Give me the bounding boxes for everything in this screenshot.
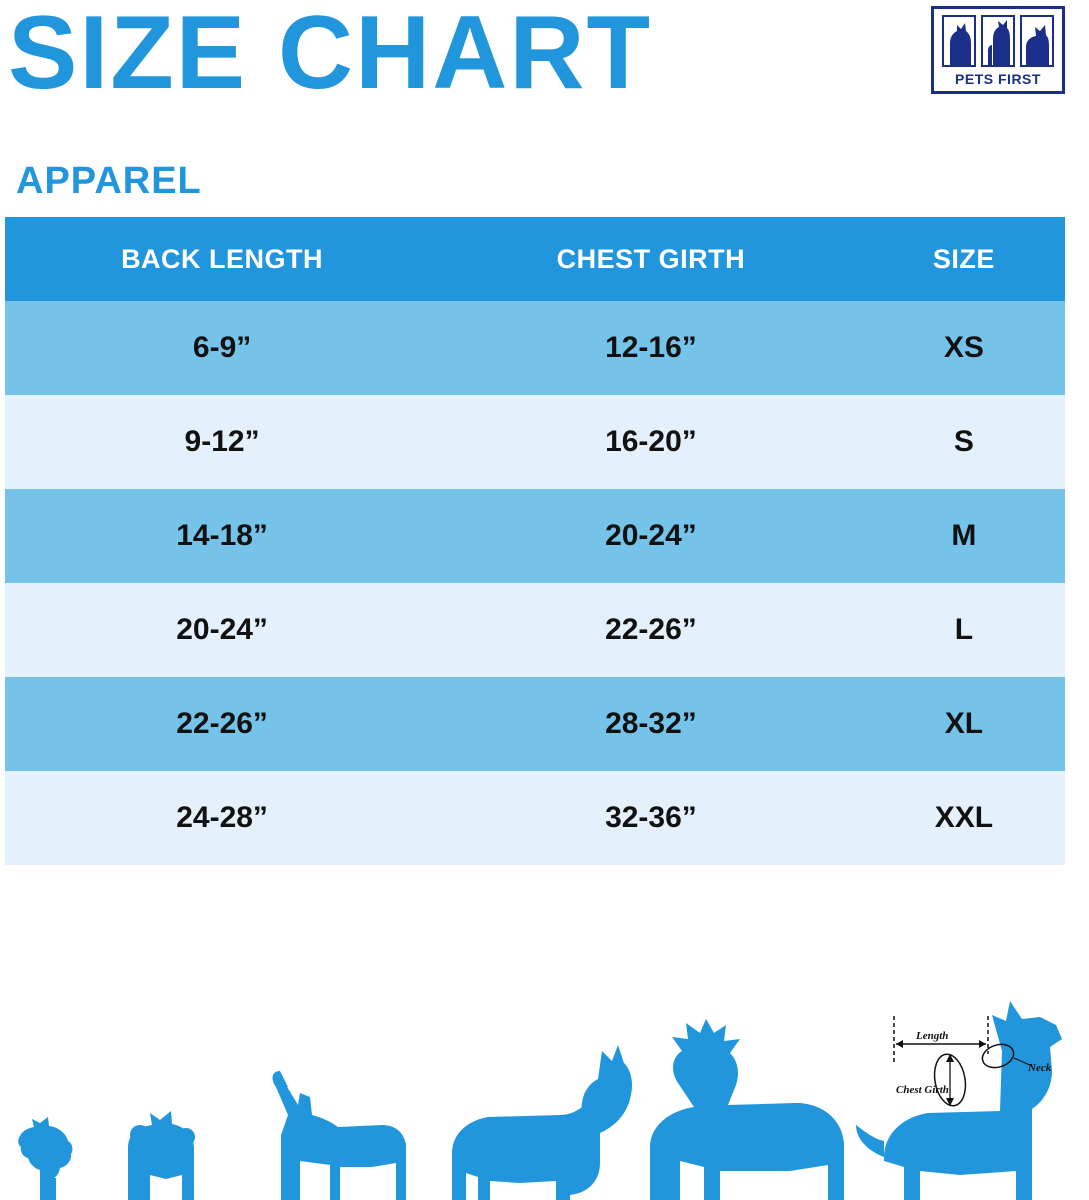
table-row [5,395,1065,489]
column-header-chest-girth: CHEST GIRTH [439,217,863,301]
dog-silhouette-icon-3 [1020,15,1054,67]
table-row [5,771,1065,865]
cell-chest-girth: 22-26” [439,583,863,677]
cell-chest-girth: 20-24” [439,489,863,583]
column-header-back-length: BACK LENGTH [5,217,439,301]
dog-silhouette-pug [128,1111,195,1200]
table-row [5,489,1065,583]
cell-chest-girth: 28-32” [439,677,863,771]
label-neck: Neck [1028,1062,1052,1074]
dog-silhouette-large-dog [650,1019,844,1200]
table-row [5,677,1065,771]
brand-logo [931,6,1065,94]
cell-size: L [863,583,1065,677]
page-header [0,0,1089,118]
brand-name: PETS FIRST [955,71,1041,87]
column-header-size: SIZE [863,217,1065,301]
cell-size: XXL [863,771,1065,865]
size-chart-table [5,217,1065,865]
table-header-row [5,217,1065,301]
cell-size: XS [863,301,1065,395]
cell-back-length: 9-12” [5,395,439,489]
cell-size: XL [863,677,1065,771]
cell-chest-girth: 12-16” [439,301,863,395]
cell-back-length: 6-9” [5,301,439,395]
cell-back-length: 24-28” [5,771,439,865]
dog-silhouette-icon-2 [981,15,1015,67]
table-row [5,301,1065,395]
cell-chest-girth: 16-20” [439,395,863,489]
page-title: SIZE CHART [8,0,652,111]
dog-silhouette-icon-1 [942,15,976,67]
cell-size: M [863,489,1065,583]
section-title: APPAREL [16,160,202,202]
dog-silhouette-pomeranian [18,1117,72,1200]
cell-size: S [863,395,1065,489]
cell-back-length: 20-24” [5,583,439,677]
cell-back-length: 22-26” [5,677,439,771]
logo-dog-icons [934,9,1062,67]
cell-back-length: 14-18” [5,489,439,583]
table-row [5,583,1065,677]
label-length: Length [916,1030,949,1042]
dog-silhouette-cocker-spaniel [452,1045,632,1200]
label-chest-girth: Chest Girth [896,1084,949,1096]
measurement-diagram [880,1010,1080,1130]
dog-silhouette-beagle [273,1071,406,1200]
cell-chest-girth: 32-36” [439,771,863,865]
